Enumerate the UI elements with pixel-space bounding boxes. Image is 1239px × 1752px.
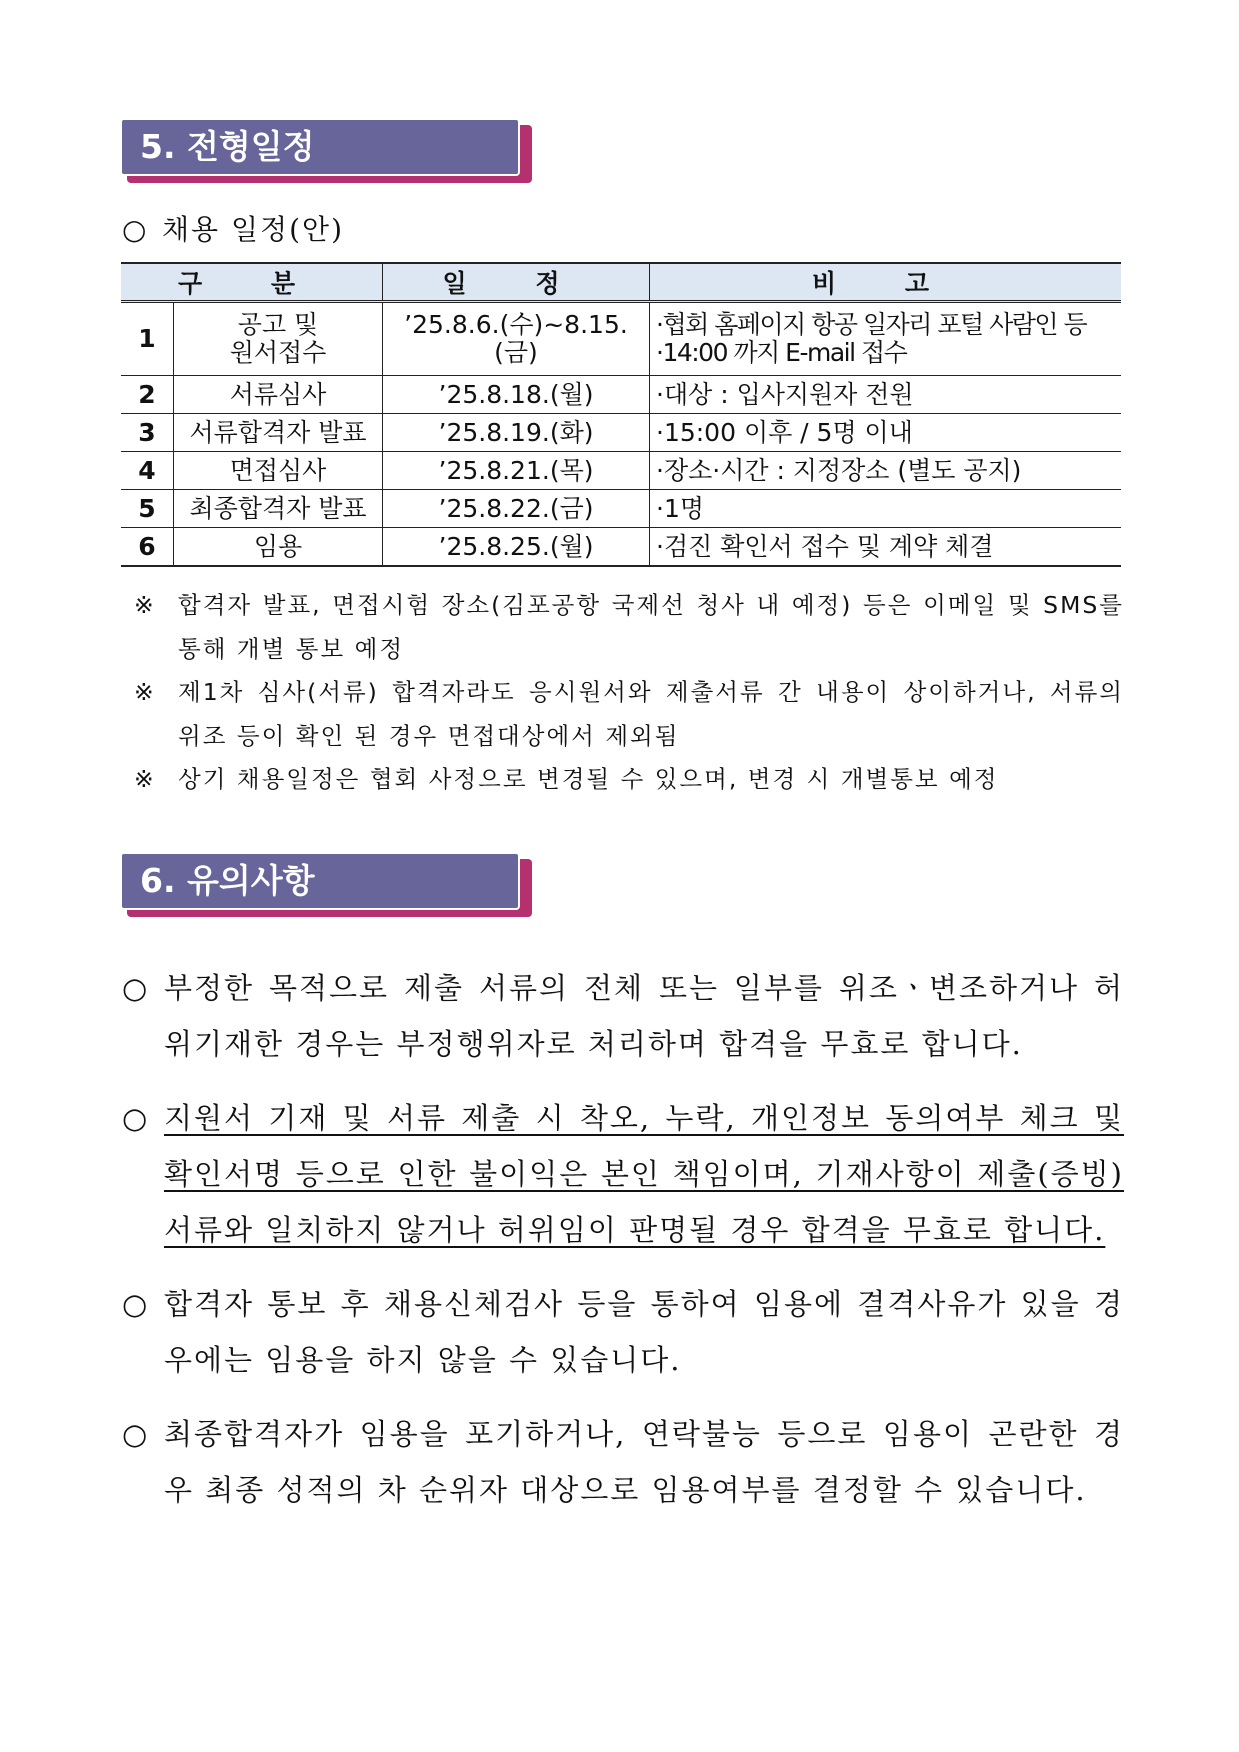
section-5-title: 5. 전형일정	[120, 118, 520, 176]
section-6-header	[120, 852, 525, 914]
row-number: 6	[121, 528, 174, 567]
row-remarks: ·15:00 이후 / 5명 이내	[650, 414, 1122, 452]
bullet-circle-icon: ○	[122, 213, 149, 246]
caution-text: 합격자 통보 후 채용신체검사 등을 통하여 임용에 결격사유가 있을 경우에는 임용을 하지 않을 수 있습니다.	[164, 1287, 1124, 1377]
bullet-circle-icon: ○	[122, 1101, 150, 1135]
row-date: ’25.8.22.(금)	[383, 490, 650, 528]
header-remarks: 비 고	[650, 263, 1122, 302]
schedule-subtitle	[122, 208, 344, 248]
cautions-list	[122, 960, 1124, 1536]
row-number: 4	[121, 452, 174, 490]
caution-text: 지원서 기재 및 서류 제출 시 착오, 누락, 개인정보 동의여부 체크 및 확인서명 등으로 인한 불이익은 본인 책임이며, 기재사항이 제출(증빙) 서류와 일치하지 않거나 허위임이 판명될 경우 합격을 무효로 합니다.	[164, 1101, 1124, 1247]
schedule-notes	[134, 584, 1124, 802]
row-remarks: ·장소·시간 : 지정장소 (별도 공지)	[650, 452, 1122, 490]
row-remarks: ·대상 : 입사지원자 전원	[650, 376, 1122, 414]
caution-item	[122, 1090, 1124, 1258]
note-item	[134, 758, 1124, 802]
note-text: 합격자 발표, 면접시험 장소(김포공항 국제선 청사 내 예정) 등은 이메일 및 SMS를 통해 개별 통보 예정	[178, 591, 1124, 663]
row-number: 2	[121, 376, 174, 414]
row-remarks: ·검진 확인서 접수 및 계약 체결	[650, 528, 1122, 567]
row-category: 서류합격자 발표	[174, 414, 383, 452]
row-category: 공고 및 원서접수	[174, 302, 383, 376]
table-row	[121, 528, 1121, 567]
row-date: ’25.8.6.(수)~8.15.(금)	[383, 302, 650, 376]
caution-item	[122, 960, 1124, 1072]
bullet-circle-icon: ○	[122, 1417, 150, 1451]
note-item	[134, 671, 1124, 758]
reference-mark-icon: ※	[134, 591, 156, 619]
table-row	[121, 490, 1121, 528]
header-category: 구 분	[121, 263, 383, 302]
row-date: ’25.8.19.(화)	[383, 414, 650, 452]
schedule-table	[121, 262, 1121, 567]
table-row	[121, 376, 1121, 414]
caution-item	[122, 1276, 1124, 1388]
table-header-row	[121, 263, 1121, 302]
section-6-title: 6. 유의사항	[120, 852, 520, 910]
table-row	[121, 414, 1121, 452]
row-number: 5	[121, 490, 174, 528]
bullet-circle-icon: ○	[122, 971, 150, 1005]
row-date: ’25.8.25.(월)	[383, 528, 650, 567]
note-text: 제1차 심사(서류) 합격자라도 응시원서와 제출서류 간 내용이 상이하거나, 서류의 위조 등이 확인 된 경우 면접대상에서 제외됨	[178, 678, 1124, 750]
row-number: 1	[121, 302, 174, 376]
schedule-subtitle-text: 채용 일정(안)	[162, 213, 344, 246]
header-schedule: 일 정	[383, 263, 650, 302]
caution-text: 최종합격자가 임용을 포기하거나, 연락불능 등으로 임용이 곤란한 경우 최종 성적의 차 순위자 대상으로 임용여부를 결정할 수 있습니다.	[164, 1417, 1124, 1507]
row-remarks: ·협회 홈페이지 항공 일자리 포털 사람인 등 ·14:00 까지 E-mail 접수	[650, 302, 1122, 376]
row-category: 임용	[174, 528, 383, 567]
bullet-circle-icon: ○	[122, 1287, 150, 1321]
note-item	[134, 584, 1124, 671]
row-category: 서류심사	[174, 376, 383, 414]
row-date: ’25.8.18.(월)	[383, 376, 650, 414]
table-row	[121, 302, 1121, 376]
note-text: 상기 채용일정은 협회 사정으로 변경될 수 있으며, 변경 시 개별통보 예정	[178, 765, 999, 793]
row-remarks: ·1명	[650, 490, 1122, 528]
table-row	[121, 452, 1121, 490]
section-5-header	[120, 118, 525, 180]
row-category: 면접심사	[174, 452, 383, 490]
caution-text: 부정한 목적으로 제출 서류의 전체 또는 일부를 위조ㆍ변조하거나 허위기재한 경우는 부정행위자로 처리하며 합격을 무효로 합니다.	[164, 971, 1124, 1061]
caution-item	[122, 1406, 1124, 1518]
row-date: ’25.8.21.(목)	[383, 452, 650, 490]
reference-mark-icon: ※	[134, 765, 156, 793]
row-category: 최종합격자 발표	[174, 490, 383, 528]
reference-mark-icon: ※	[134, 678, 156, 706]
row-number: 3	[121, 414, 174, 452]
